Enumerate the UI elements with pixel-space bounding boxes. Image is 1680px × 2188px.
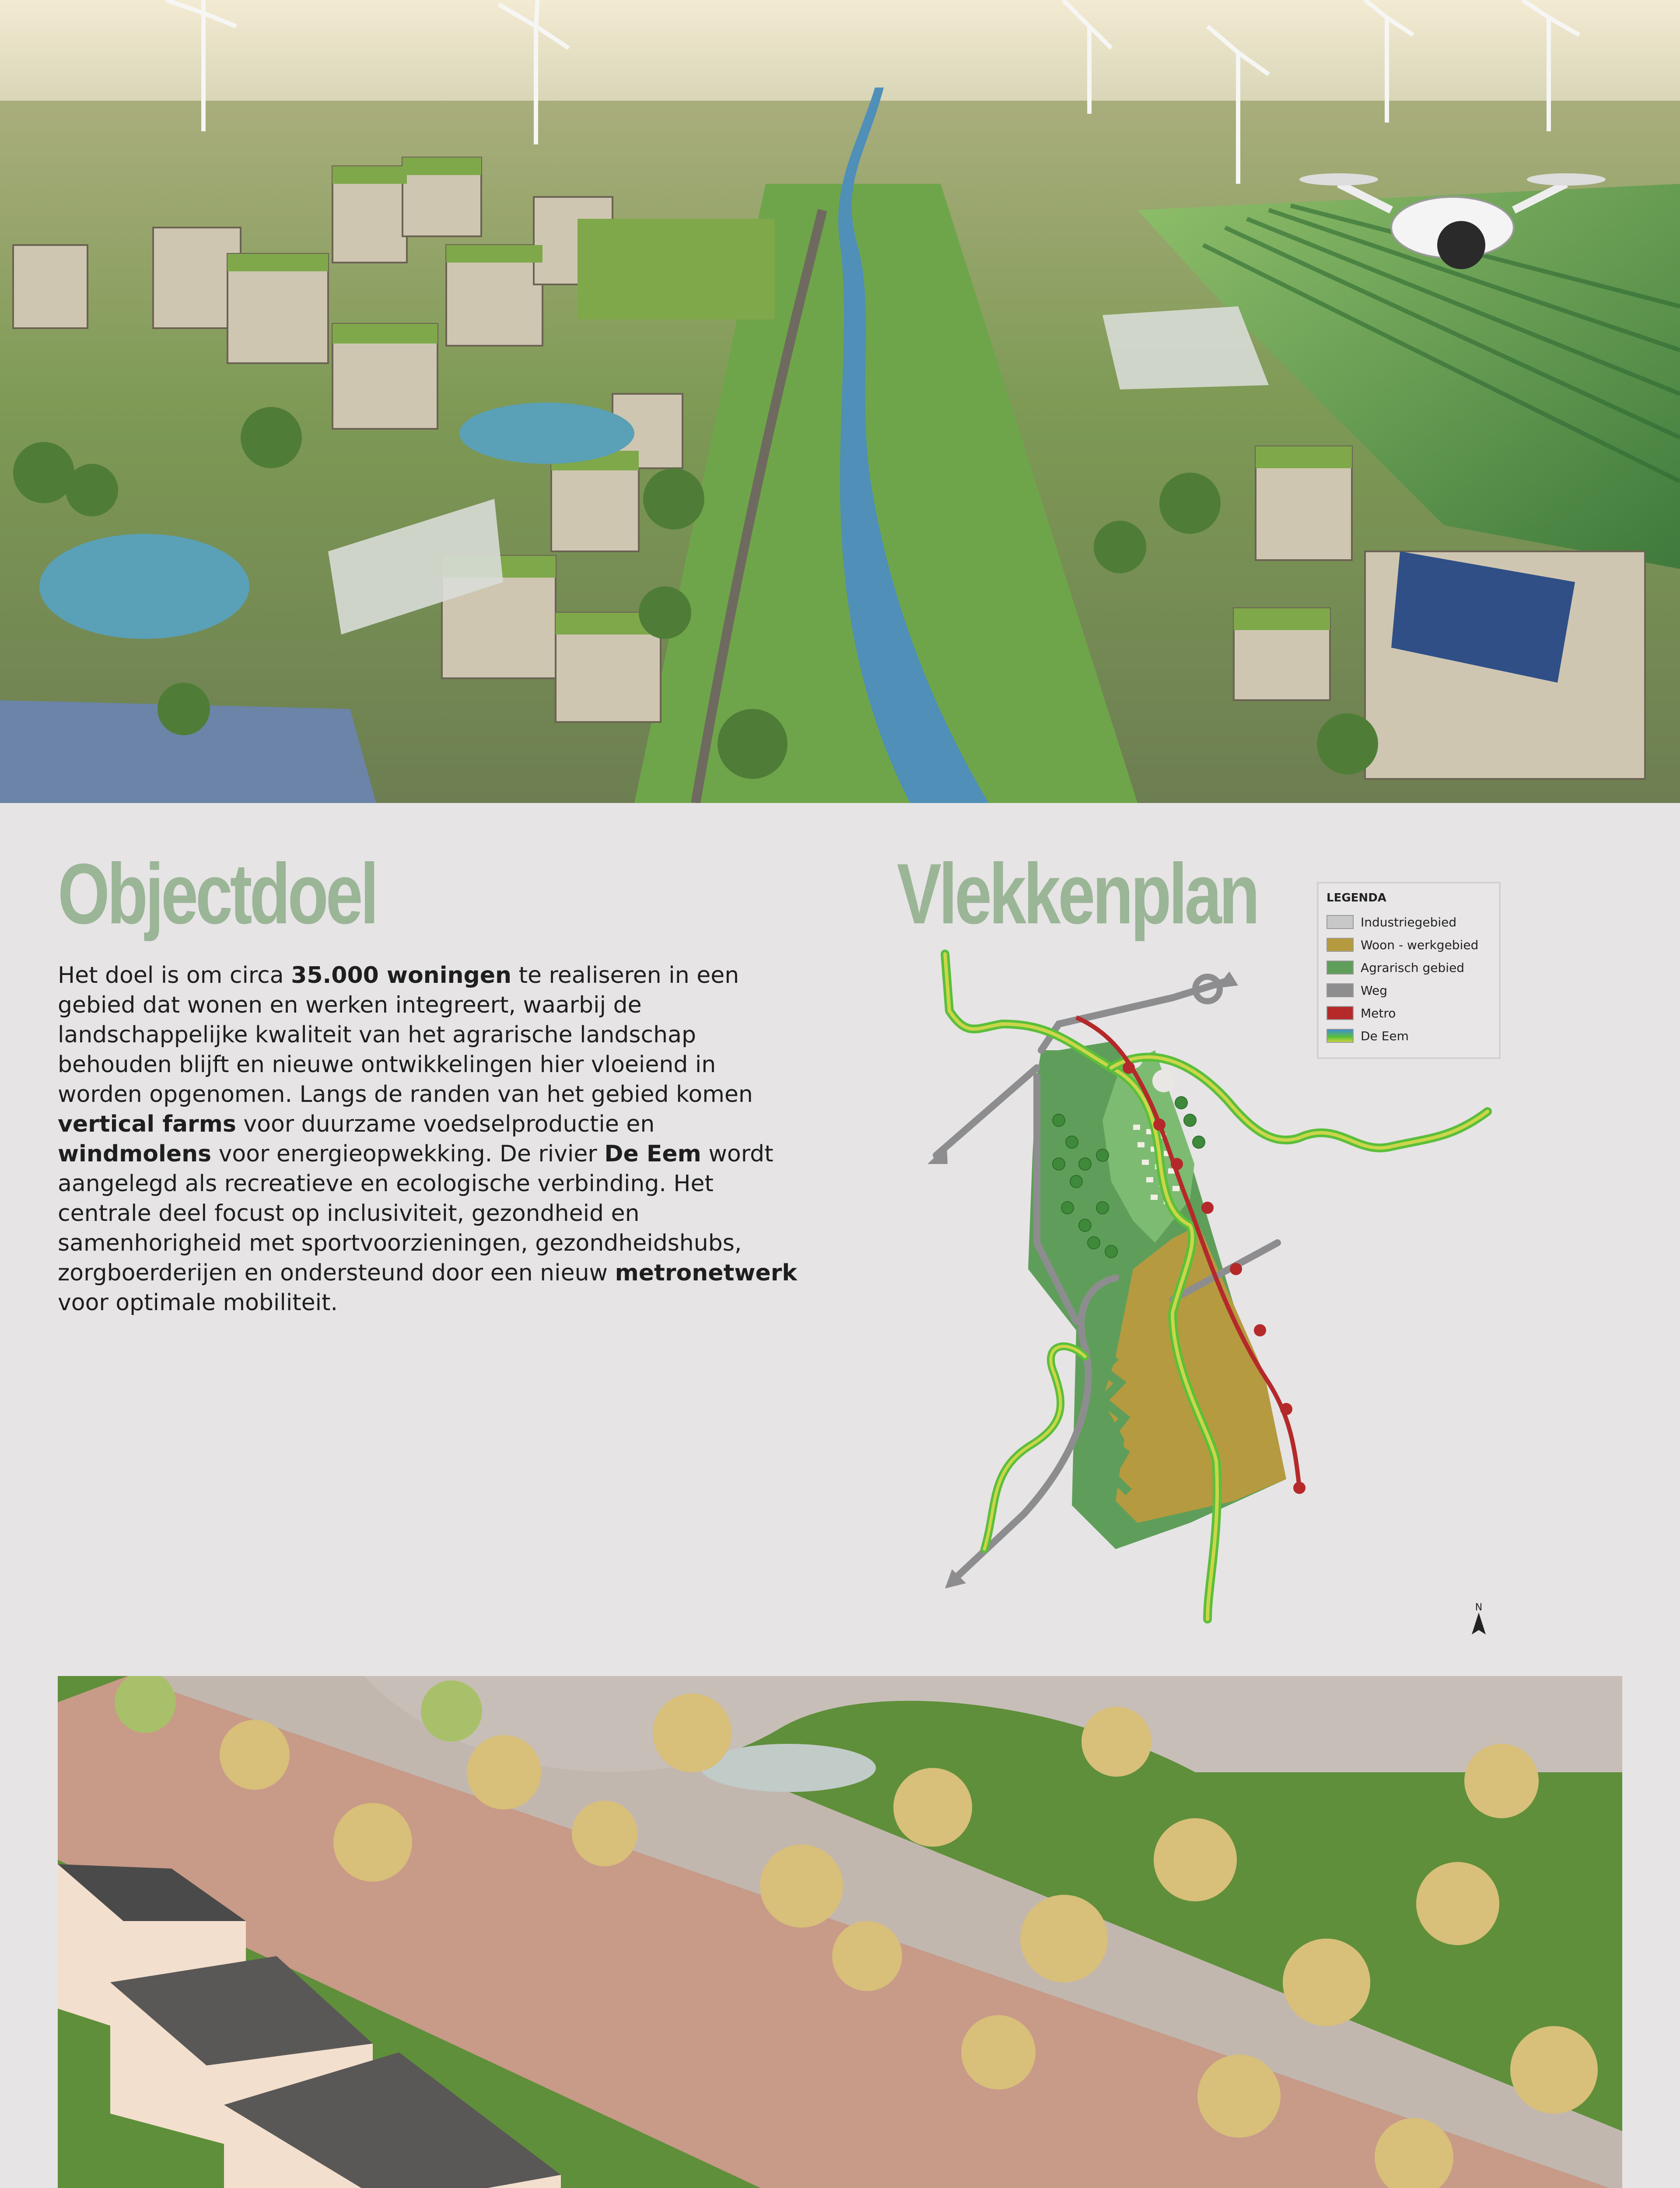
paragraph-bold-run: metronetwerk: [615, 1260, 797, 1286]
legend-label: Industriegebied: [1361, 915, 1457, 929]
metro-station-icon: [1201, 1202, 1214, 1214]
legend-label: Agrarisch gebied: [1361, 960, 1465, 975]
objectdoel-paragraph: [58, 961, 802, 1318]
metro-station-icon: [1230, 1263, 1242, 1275]
paragraph-bold-run: De Eem: [604, 1141, 701, 1167]
legend-swatch: [1326, 915, 1354, 929]
vlekkenplan-map: [928, 936, 1514, 1654]
objectdoel-heading: Objectdoel: [58, 846, 376, 942]
legend-label: Weg: [1361, 983, 1388, 998]
north-arrow-icon: [1472, 1613, 1486, 1634]
paragraph-run: wordt aangelegd als recreatieve en ecologische verbinding. Het centrale deel focust op inclusiviteit, gezondheid en samenhorigheid met sportvoorzieningen, gezondheidshubs, zorgboerderijen en ondersteund door een nieuw: [58, 1141, 774, 1286]
paragraph-run: voor optimale mobiliteit.: [58, 1290, 338, 1316]
metro-station-icon: [1293, 1482, 1306, 1494]
metro-station-icon: [1171, 1158, 1183, 1170]
north-label: N: [1475, 1602, 1483, 1613]
metro-station-icon: [1123, 1062, 1135, 1074]
legend-label: De Eem: [1361, 1028, 1409, 1043]
paragraph-run: voor energieopwekking. De rivier: [211, 1141, 605, 1167]
legend-title: LEGENDA: [1326, 891, 1386, 905]
metro-station-icon: [1254, 1324, 1266, 1336]
legend-label: Metro: [1361, 1006, 1396, 1020]
paragraph-bold-run: vertical farms: [58, 1111, 236, 1137]
legend-item-industriegebied: [1326, 911, 1499, 933]
paragraph-bold-run: 35.000 woningen: [291, 962, 512, 989]
paragraph-run: Het doel is om circa: [58, 962, 291, 989]
park-rendering: [58, 1676, 1622, 2188]
hero-rendering: [0, 0, 1680, 803]
paragraph-run: te realiseren in een gebied dat wonen en werken integreert, waarbij de landschappelijke kwaliteit van het agrarische landschap behouden blijft en nieuwe ontwikkelingen hier vloeiend in worden opgenomen. Langs de randen van het gebied komen: [58, 962, 753, 1108]
paragraph-run: voor duurzame voedselproductie en: [236, 1111, 655, 1137]
paragraph-bold-run: windmolens: [58, 1141, 212, 1167]
metro-station-icon: [1280, 1403, 1292, 1415]
road-arrow-icon: [928, 1146, 948, 1164]
legend-label: Woon - werkgebied: [1361, 937, 1479, 952]
vlekkenplan-heading: Vlekkenplan: [897, 846, 1257, 942]
metro-station-icon: [1153, 1119, 1166, 1131]
